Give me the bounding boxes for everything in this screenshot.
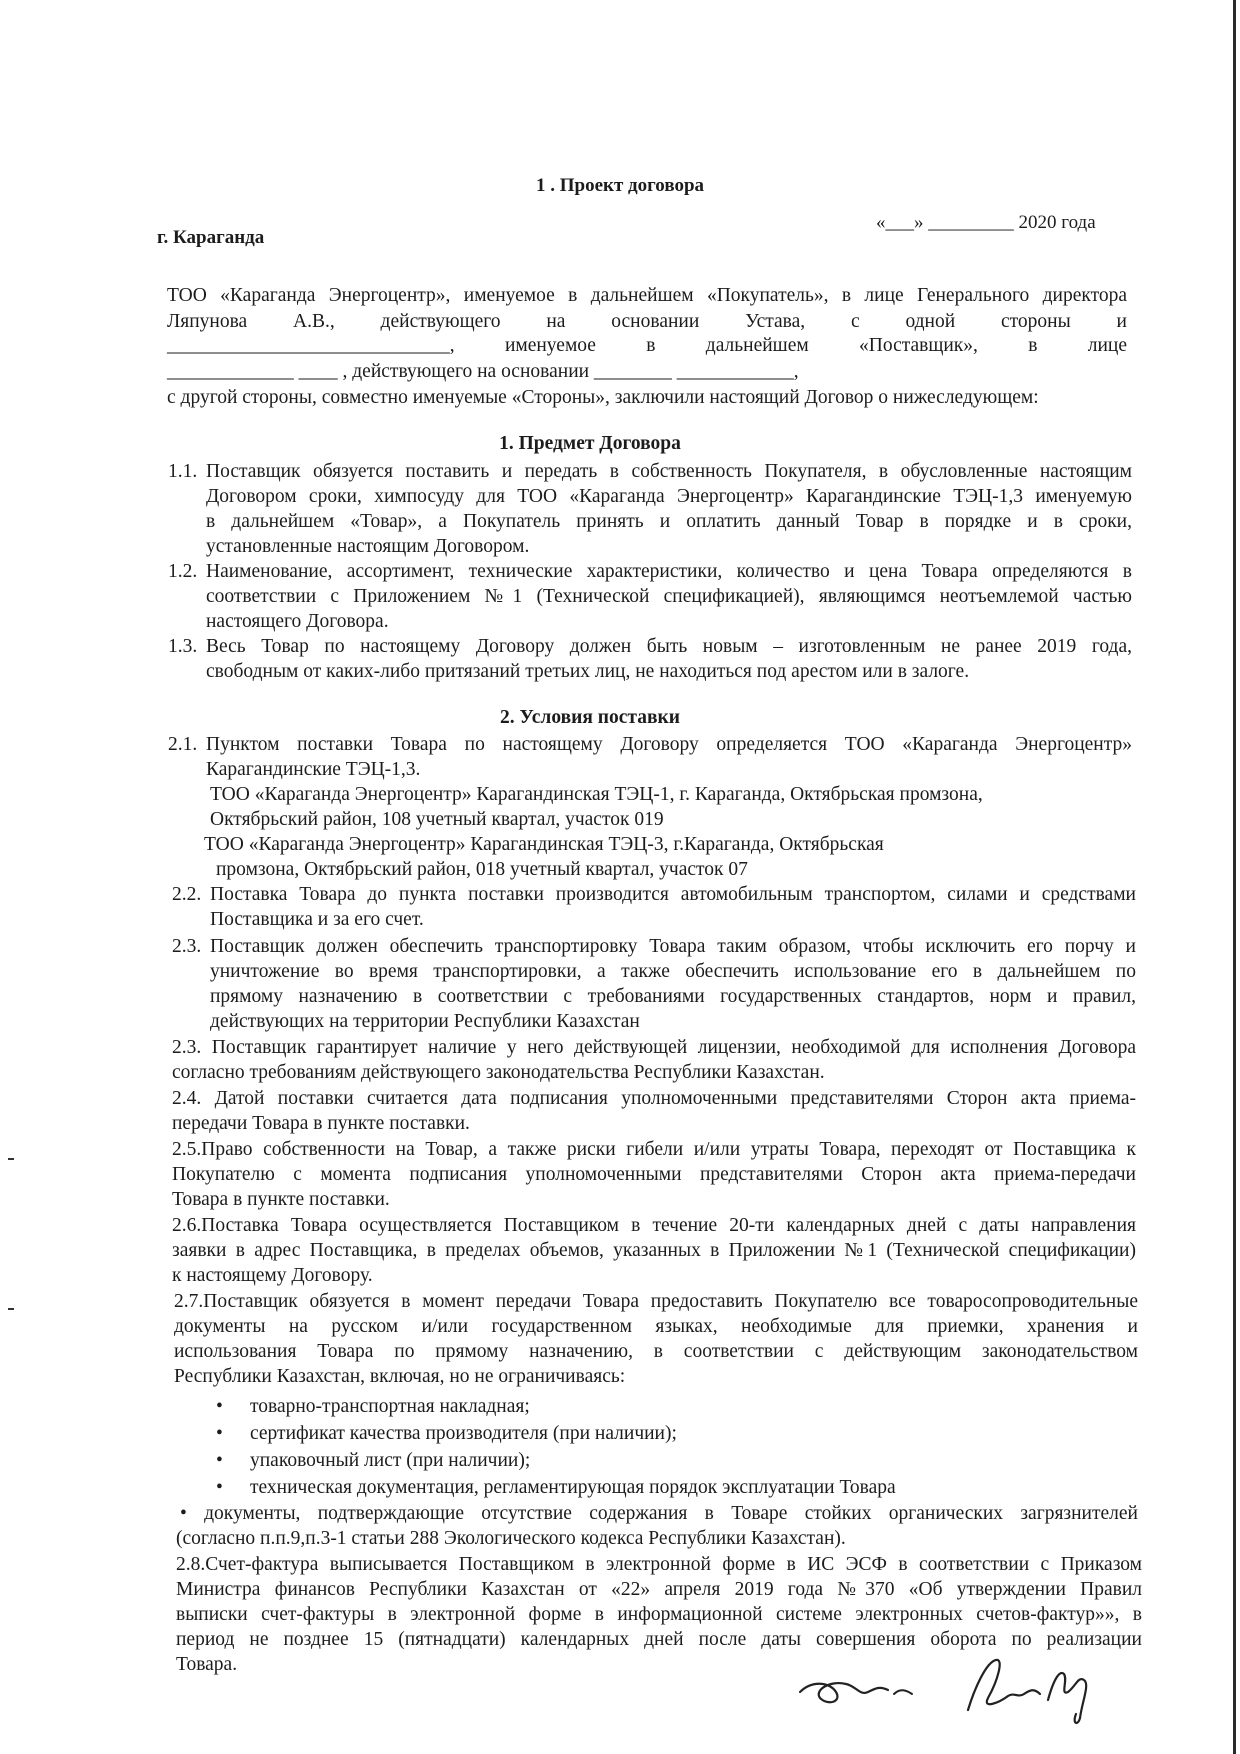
section-1-title: 1. Предмет Договора <box>499 433 681 454</box>
preamble-line: _____________ ____ , действующего на основании ________ ____________, <box>167 361 799 382</box>
paragraph-line: 2.8.Счет-фактура выписывается Поставщиком в электронной форме в ИС ЭСФ в соответствии с Приказом <box>176 1554 1142 1575</box>
item-text: уничтожение во время транспортировки, а также обеспечить использование его в дальнейшем по <box>210 961 1136 982</box>
list-item: товарно-транспортная накладная; <box>250 1396 530 1417</box>
paragraph-line: передачи Товара в пункте поставки. <box>172 1113 470 1134</box>
list-item: сертификат качества производителя (при наличии); <box>250 1423 677 1444</box>
item-number: 1.2. <box>168 561 198 582</box>
paragraph-line: документы на русском и/или государственном языках, необходимые для приемки, хранения и <box>174 1316 1138 1337</box>
paragraph-line: к настоящему Договору. <box>172 1265 373 1286</box>
paragraph-line: 2.7.Поставщик обязуется в момент передачи Товара предоставить Покупателю все товаросопроводительные <box>174 1291 1138 1312</box>
item-text: настоящего Договора. <box>206 611 389 632</box>
contract-date: «___» _________ 2020 года <box>876 212 1096 233</box>
item-text: прямому назначению в соответствии с требованиями государственных стандартов, норм и правил, <box>210 986 1136 1007</box>
paragraph-line: Товара. <box>176 1654 238 1675</box>
item-number: 1.3. <box>168 636 198 657</box>
item-number: 2.3. <box>172 936 202 957</box>
item-text: действующих на территории Республики Казахстан <box>210 1011 640 1032</box>
list-item: техническая документация, регламентирующая порядок эксплуатации Товара <box>250 1477 896 1498</box>
item-text: Поставщик должен обеспечить транспортировку Товара таким образом, чтобы исключить его порчу и <box>210 936 1136 957</box>
item-text: Карагандинские ТЭЦ-1,3. <box>206 759 421 780</box>
item-text: свободным от каких-либо притязаний третьих лиц, не находиться под арестом или в залоге. <box>206 661 970 682</box>
paragraph-line: 2.5.Право собственности на Товар, а также риски гибели и/или утраты Товара, переходят от Поставщика к <box>172 1139 1136 1160</box>
item-text: Поставка Товара до пункта поставки производится автомобильным транспортом, силами и средствами <box>210 884 1136 905</box>
city: г. Караганда <box>157 227 265 248</box>
address-line: ТОО «Караганда Энергоцентр» Карагандинская ТЭЦ-3, г.Караганда, Октябрьская <box>204 834 884 855</box>
paragraph-line: 2.6.Поставка Товара осуществляется Поставщиком в течение 20-ти календарных дней с даты направления <box>172 1215 1136 1236</box>
paragraph-line: 2.3. Поставщик гарантирует наличие у него действующей лицензии, необходимой для исполнения Договора <box>172 1037 1136 1058</box>
item-text: установленные настоящим Договором. <box>206 536 530 557</box>
item-text: Пунктом поставки Товара по настоящему Договору определяется ТОО «Караганда Энергоцентр» <box>206 734 1132 755</box>
preamble-line: ТОО «Караганда Энергоцентр», именуемое в дальнейшем «Покупатель», в лице Генерального директора <box>167 285 1127 306</box>
preamble-line: _____________________________, именуемое в дальнейшем «Поставщик», в лице <box>167 335 1127 356</box>
preamble-line: Ляпунова А.В., действующего на основании Устава, с одной стороны и <box>167 311 1127 332</box>
list-item: упаковочный лист (при наличии); <box>250 1450 531 1471</box>
scan-mark <box>8 1308 14 1310</box>
document-title: 1 . Проект договора <box>535 175 705 196</box>
paragraph-line: выписки счет-фактуры в электронной форме в информационной системе электронных счетов-фактур»», в <box>176 1604 1142 1625</box>
address-line: промзона, Октябрьский район, 018 учетный квартал, участок 07 <box>216 859 748 880</box>
bullet-icon: • <box>216 1450 223 1471</box>
item-number: 1.1. <box>168 461 198 482</box>
paragraph-line: период не позднее 15 (пятнадцати) календарных дней после даты совершения оборота по реализации <box>176 1629 1142 1650</box>
item-text: Наименование, ассортимент, технические характеристики, количество и цена Товара определяются в <box>206 561 1132 582</box>
paragraph-line: Товара в пункте поставки. <box>172 1189 390 1210</box>
bullet-icon: • <box>216 1396 223 1417</box>
item-text: соответствии с Приложением №1 (Технической спецификацией), являющимся неотъемлемой частью <box>206 586 1132 607</box>
scan-edge <box>1233 0 1236 1754</box>
item-text: Поставщика и за его счет. <box>210 909 424 930</box>
paragraph-line: • документы, подтверждающие отсутствие содержания в Товаре стойких органических загрязнителей <box>180 1503 1138 1524</box>
item-text: в дальнейшем «Товар», а Покупатель принять и оплатить данный Товар в порядке и в сроки, <box>206 511 1132 532</box>
paragraph-line: Покупателю с момента подписания уполномоченными представителями Сторон акта приема-передачи <box>172 1164 1136 1185</box>
bullet-icon: • <box>216 1423 223 1444</box>
item-text: Весь Товар по настоящему Договору должен быть новым – изготовленным не ранее 2019 года, <box>206 636 1132 657</box>
address-line: Октябрьский район, 108 учетный квартал, участок 019 <box>210 809 664 830</box>
address-line: ТОО «Караганда Энергоцентр» Карагандинская ТЭЦ-1, г. Караганда, Октябрьская промзона, <box>210 784 983 805</box>
handwritten-signatures <box>790 1640 1120 1730</box>
item-number: 2.1. <box>168 734 198 755</box>
item-text: Договором сроки, химпосуду для ТОО «Караганда Энергоцентр» Карагандинские ТЭЦ-1,3 именуемую <box>206 486 1132 507</box>
bullet-icon: • <box>216 1477 223 1498</box>
paragraph-line: 2.4. Датой поставки считается дата подписания уполномоченными представителями Сторон акта приема- <box>172 1088 1136 1109</box>
paragraph-line: заявки в адрес Поставщика, в пределах объемов, указанных в Приложении №1 (Технической спецификации) <box>172 1240 1136 1261</box>
paragraph-line: Республики Казахстан, включая, но не ограничиваясь: <box>174 1366 626 1387</box>
item-number: 2.2. <box>172 884 202 905</box>
section-2-title: 2. Условия поставки <box>500 707 680 728</box>
paragraph-line: (согласно п.п.9,п.3-1 статьи 288 Экологического кодекса Республики Казахстан). <box>176 1528 846 1549</box>
paragraph-line: использования Товара по прямому назначению, в соответствии с действующим законодательством <box>174 1341 1138 1362</box>
paragraph-line: Министра финансов Республики Казахстан от «22» апреля 2019 года №370 «Об утверждении Правил <box>176 1579 1142 1600</box>
scan-mark <box>8 1158 14 1160</box>
paragraph-line: согласно требованиям действующего законодательства Республики Казахстан. <box>172 1062 825 1083</box>
item-text: Поставщик обязуется поставить и передать в собственность Покупателя, в обусловленные настоящим <box>206 461 1132 482</box>
preamble-line: с другой стороны, совместно именуемые «Стороны», заключили настоящий Договор о нижеследующем: <box>167 387 1039 408</box>
